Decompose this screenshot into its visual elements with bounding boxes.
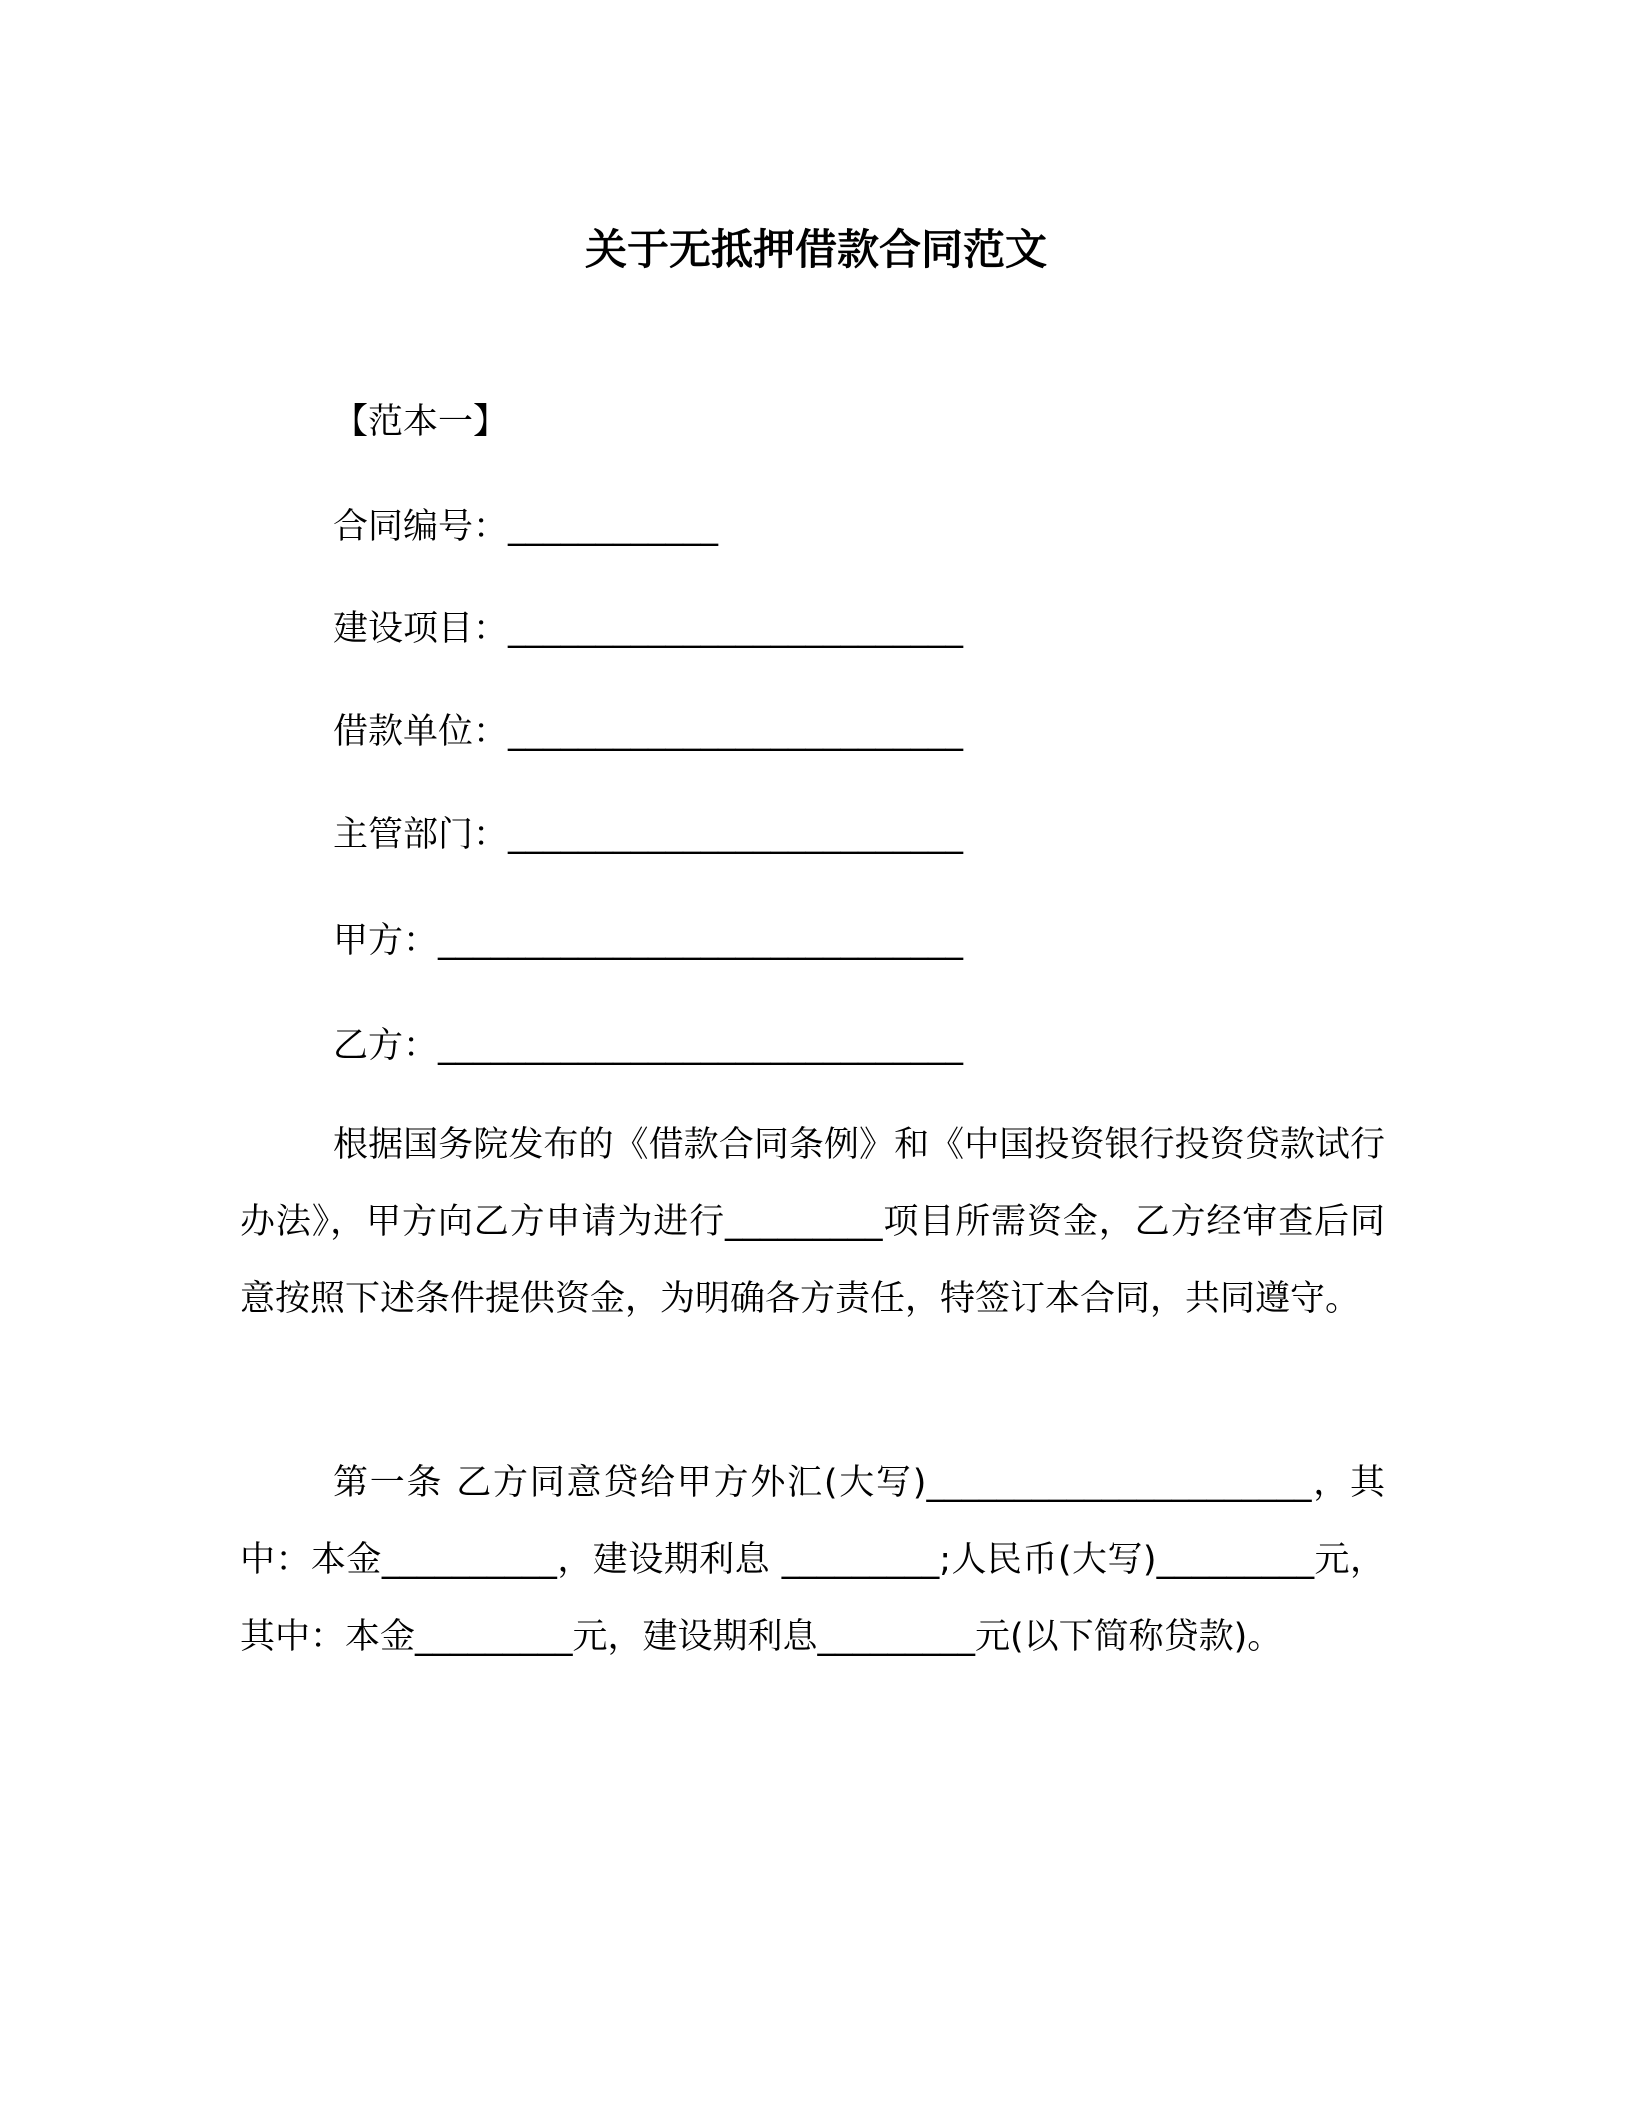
field-label: 借款单位：: [333, 712, 509, 752]
field-party-b: [333, 1023, 963, 1069]
field-competent-department: [333, 812, 963, 858]
article-one-paragraph: 第一条 乙方同意贷给甲方外汇(大写)______________________，其中：本金__________，建设期利息 _________;人民币(大写)_________元，其中：本金_________元，建设期利息_________元(以下简称贷款)。: [240, 1463, 1385, 1657]
field-blank: __________________________: [508, 712, 964, 752]
document-title: 关于无抵押借款合同范文: [584, 225, 1047, 274]
field-blank: __________________________: [508, 609, 964, 649]
field-blank: ______________________________: [438, 1026, 964, 1066]
field-blank: ____________: [508, 507, 719, 547]
field-label: 主管部门：: [333, 815, 509, 855]
field-borrower: [333, 709, 963, 755]
field-label: 乙方：: [333, 1026, 439, 1066]
field-blank: __________________________: [508, 815, 964, 855]
field-label: 合同编号：: [333, 507, 509, 547]
field-label: 建设项目：: [333, 609, 509, 649]
field-construction-project: [333, 606, 963, 652]
field-contract-number: [333, 504, 718, 550]
field-blank: ______________________________: [438, 921, 964, 961]
section-label: 【范本一】: [333, 402, 509, 442]
field-label: 甲方：: [333, 921, 439, 961]
field-party-a: [333, 918, 963, 964]
preamble-paragraph: 根据国务院发布的《借款合同条例》和《中国投资银行投资贷款试行办法》，甲方向乙方申请为进行_________项目所需资金，乙方经审查后同意按照下述条件提供资金，为明确各方责任，特签订本合同，共同遵守。: [240, 1125, 1385, 1319]
